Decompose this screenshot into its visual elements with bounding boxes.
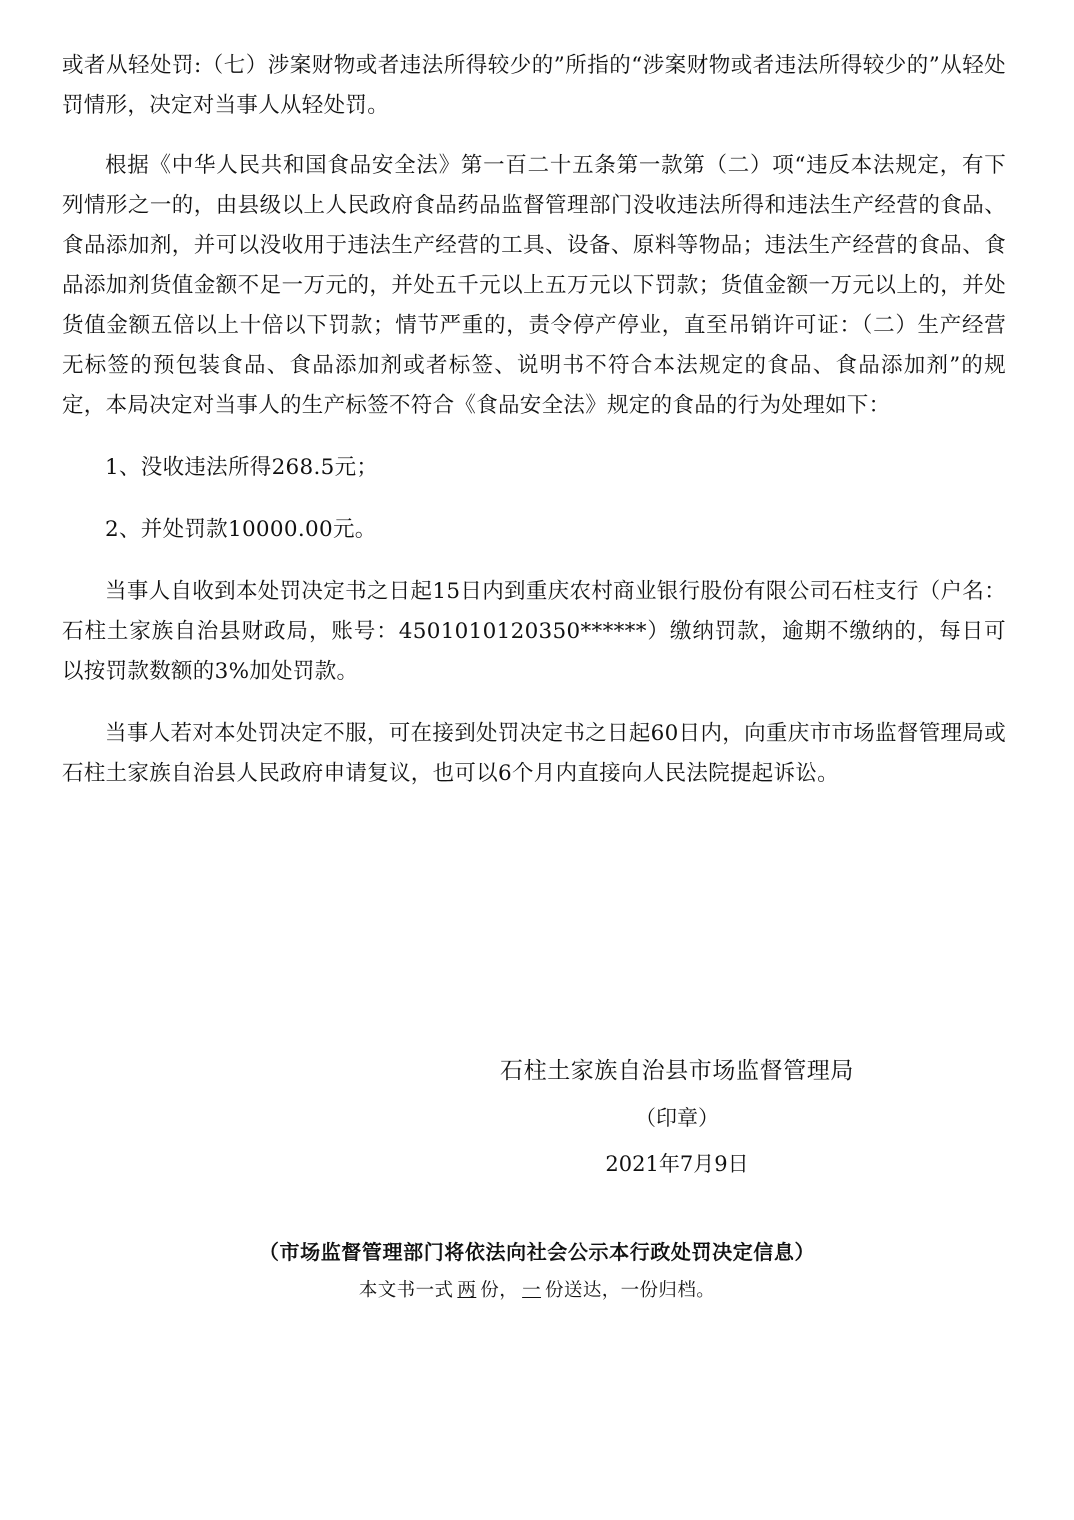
issue-date: 2021年7月9日 xyxy=(605,1152,749,1176)
penalty-item-fine: 2、并处罚款10000.00元。 xyxy=(105,517,377,542)
issuing-organization: 石柱土家族自治县市场监督管理局 xyxy=(500,1058,854,1084)
penalty-item-confiscation: 1、没收违法所得268.5元； xyxy=(105,455,379,480)
copies-statement xyxy=(0,1276,1074,1302)
copies-sent-count: 一 xyxy=(522,1280,542,1301)
document-body xyxy=(62,46,1006,816)
paragraph-mitigation: 或者从轻处罚:（七）涉案财物或者违法所得较少的”所指的“涉案财物或者违法所得较少的”从轻处罚情形，决定对当事人从轻处罚。 xyxy=(62,53,1006,118)
copies-mid: 份， xyxy=(480,1280,519,1301)
public-disclosure-notice: （市场监督管理部门将依法向社会公示本行政处罚决定信息） xyxy=(258,1240,816,1264)
copies-prefix: 本文书一式 xyxy=(358,1280,454,1301)
paragraph-legal-basis: 根据《中华人民共和国食品安全法》第一百二十五条第一款第（二）项“违反本法规定，有下列情形之一的，由县级以上人民政府食品药品监督管理部门没收违法所得和违法生产经营的食品、食品添加剂，并可以没收用于违法生产经营的工具、设备、原料等物品；违法生产经营的食品、食品添加剂货值金额不足一万元的，并处五千元以上五万元以下罚款；货值金额一万元以上的，并处货值金额五倍以上十倍以下罚款；情节严重的，责令停产停业，直至吊销许可证：（二）生产经营无标签的预包装食品、食品添加剂或者标签、说明书不符合本法规定的食品、食品添加剂”的规定，本局决定对当事人的生产标签不符合《食品安全法》规定的食品的行为处理如下： xyxy=(62,153,1006,418)
paragraph-payment-instructions: 当事人自收到本处罚决定书之日起15日内到重庆农村商业银行股份有限公司石柱支行（户名：石柱土家族自治县财政局，账号：4501010120350******）缴纳罚款，逾期不缴纳的，每日可以按罚款数额的3%加处罚款。 xyxy=(62,579,1006,684)
copies-suffix: 份送达，一份归档。 xyxy=(545,1280,716,1301)
seal-placeholder: （印章） xyxy=(635,1106,719,1130)
paragraph-appeal-rights: 当事人若对本处罚决定不服，可在接到处罚决定书之日起60日内，向重庆市市场监督管理局或石柱土家族自治县人民政府申请复议，也可以6个月内直接向人民法院提起诉讼。 xyxy=(62,721,1006,786)
copies-count: 两 xyxy=(457,1280,477,1301)
